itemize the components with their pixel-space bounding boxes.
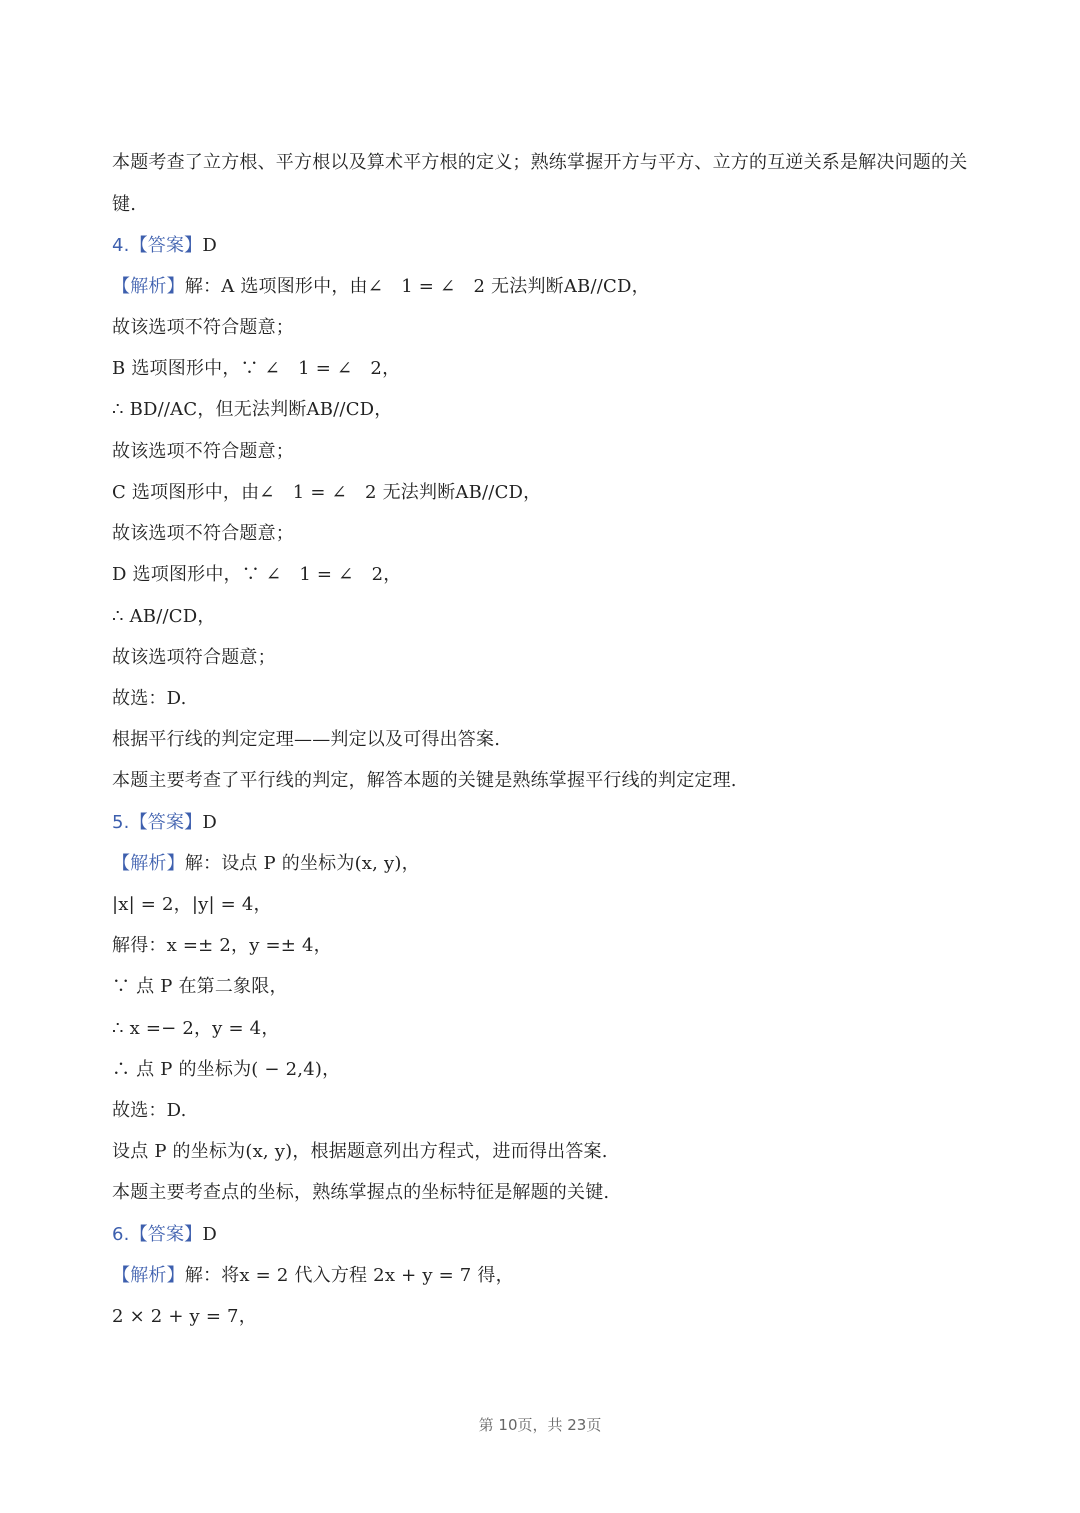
page-footer: 第 10页，共 23页: [478, 1416, 602, 1434]
line-content: 解得：x =± 2，y =± 4，: [112, 935, 332, 956]
line-content: 解：A 选项图形中，由∠ 1 = ∠ 2 无法判断AB//CD，: [184, 276, 650, 297]
line-content: 故该选项符合题意；: [112, 647, 276, 668]
text-line: [112, 274, 650, 300]
text-line: [112, 1016, 280, 1042]
text-line: [112, 892, 272, 918]
text-line: [112, 810, 217, 836]
text-line: [112, 1180, 609, 1206]
line-content: ∴ x =− 2，y = 4，: [112, 1018, 280, 1039]
answer-tag: 4.【答案】: [112, 235, 203, 256]
line-content: D 选项图形中，∵ ∠ 1 = ∠ 2，: [112, 564, 402, 585]
line-content: ∵ 点 P 在第二象限，: [112, 976, 288, 997]
line-content: 键.: [112, 194, 137, 215]
answer-tag: 5.【答案】: [112, 812, 203, 833]
line-content: 本题主要考查了平行线的判定，解答本题的关键是熟练掌握平行线的判定定理.: [112, 770, 737, 791]
line-content: ∴ 点 P 的坐标为( − 2,4)，: [112, 1059, 341, 1080]
line-content: 故选：D.: [112, 688, 187, 709]
text-line: [112, 1304, 257, 1330]
text-line: [112, 604, 216, 630]
text-line: [112, 315, 294, 341]
text-line: [112, 645, 276, 671]
answer-tag: 【解析】: [112, 276, 185, 297]
line-content: 解：设点 P 的坐标为(x, y)，: [184, 853, 420, 874]
answer-tag: 【解析】: [112, 853, 185, 874]
text-line: [112, 356, 400, 382]
line-content: D: [202, 235, 218, 256]
text-line: [112, 851, 420, 877]
line-content: 故选：D.: [112, 1100, 187, 1121]
text-line: [112, 233, 217, 259]
line-content: 根据平行线的判定定理——判定以及可得出答案.: [112, 729, 501, 750]
text-line: [112, 727, 500, 753]
text-line: [112, 686, 187, 712]
text-line: [112, 1098, 187, 1124]
line-content: 故该选项不符合题意；: [112, 441, 294, 462]
text-line: [112, 768, 737, 794]
line-content: 本题主要考查点的坐标，熟练掌握点的坐标特征是解题的关键.: [112, 1182, 610, 1203]
line-content: C 选项图形中，由∠ 1 = ∠ 2 无法判断AB//CD，: [112, 482, 542, 503]
line-content: ∴ BD//AC，但无法判断AB//CD，: [112, 399, 393, 420]
answer-tag: 6.【答案】: [112, 1224, 203, 1245]
line-content: 解：将x = 2 代入方程 2x + y = 7 得，: [184, 1265, 514, 1286]
text-line: [112, 192, 136, 218]
text-line: [112, 480, 541, 506]
text-line: [112, 1222, 217, 1248]
line-content: 故该选项不符合题意；: [112, 523, 294, 544]
line-content: D: [202, 1224, 218, 1245]
line-content: |x| = 2，|y| = 4，: [112, 894, 272, 915]
text-line: [112, 439, 294, 465]
line-content: D: [202, 812, 218, 833]
line-content: 2 × 2 + y = 7，: [112, 1306, 257, 1327]
text-line: [112, 933, 332, 959]
text-line: [112, 974, 288, 1000]
line-content: B 选项图形中，∵ ∠ 1 = ∠ 2，: [112, 358, 401, 379]
answer-tag: 【解析】: [112, 1265, 185, 1286]
text-line: [112, 397, 393, 423]
line-content: 设点 P 的坐标为(x, y)，根据题意列出方程式，进而得出答案.: [112, 1141, 608, 1162]
text-line: [112, 1057, 340, 1083]
text-line: [112, 562, 401, 588]
text-line: [112, 1263, 514, 1289]
text-line: [112, 150, 967, 176]
text-line: [112, 521, 294, 547]
line-content: 本题考查了立方根、平方根以及算术平方根的定义；熟练掌握开方与平方、立方的互逆关系是解决问题的关: [112, 152, 968, 173]
line-content: 故该选项不符合题意；: [112, 317, 294, 338]
line-content: ∴ AB//CD，: [112, 606, 216, 627]
text-line: [112, 1139, 608, 1165]
